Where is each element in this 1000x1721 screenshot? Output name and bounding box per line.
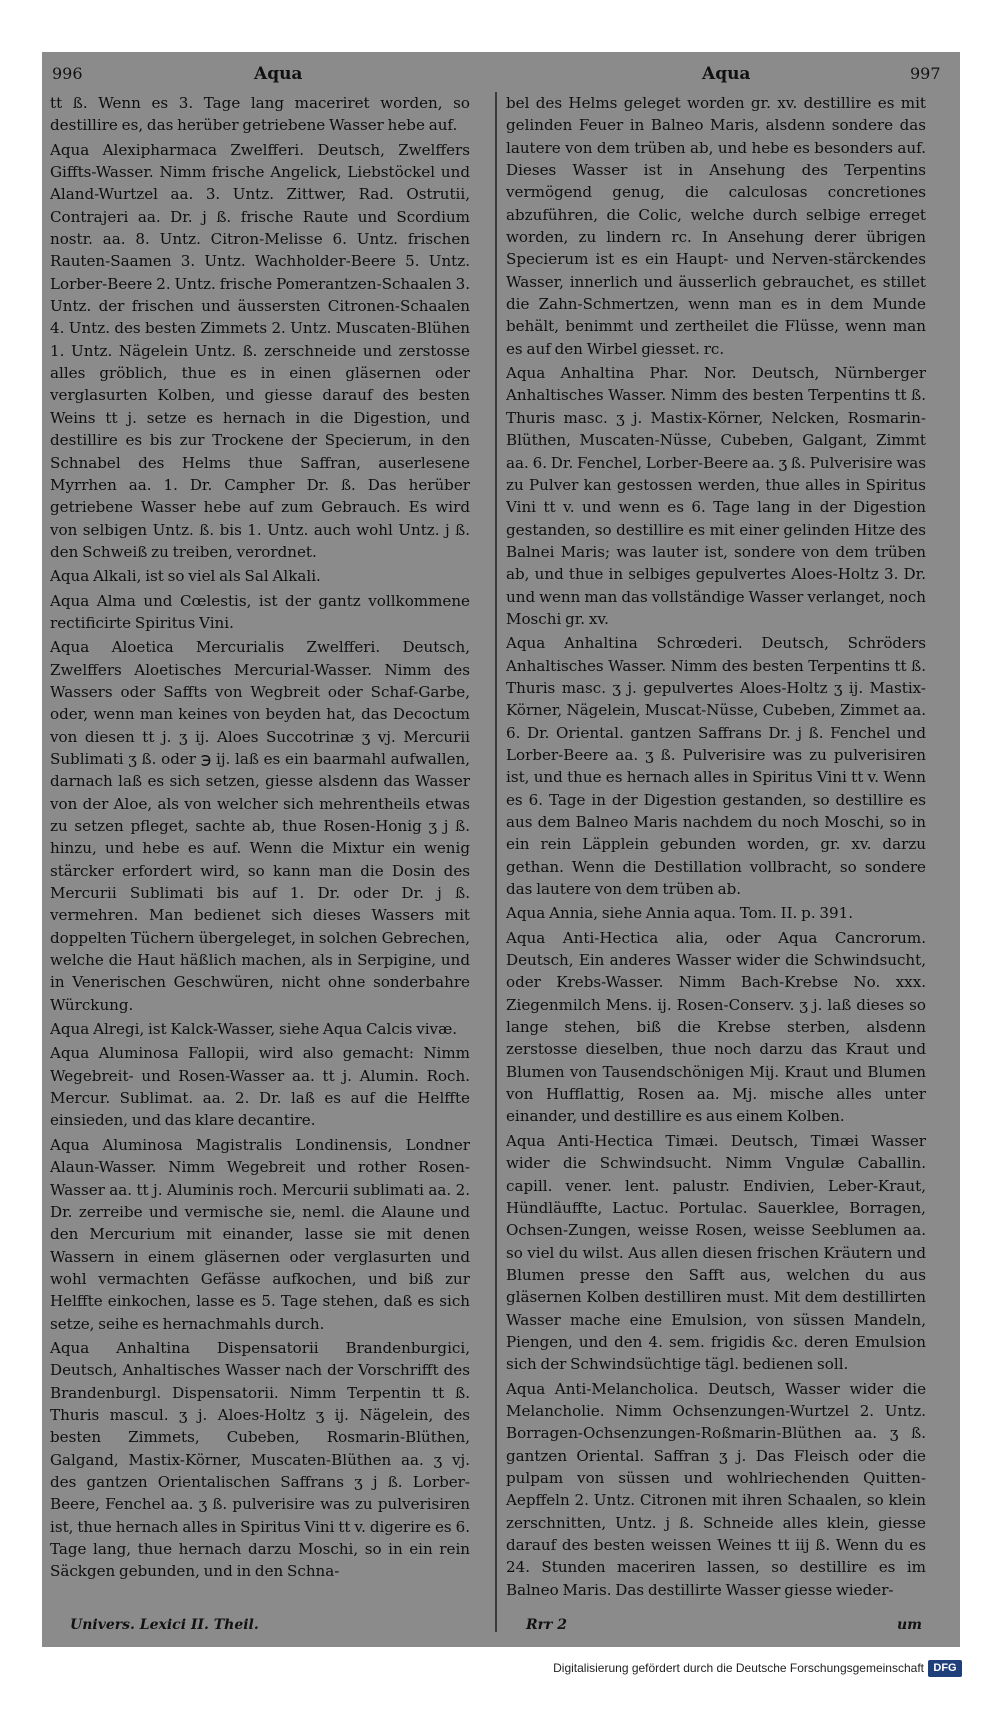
footer [0,1655,1000,1685]
right-running-head: Aqua [702,64,751,84]
volume-signature: Univers. Lexici II. Theil. [70,1617,259,1633]
right-column [506,92,926,1637]
paragraph: Aqua Anhaltina Schrœderi. Deutsch, Schröders Anhaltisches Wasser. Nimm des besten Terpentins tt ß. Thuris masc. ʒ j. gepulvertes Aloes-Holtz ʒ ij. Mastix-Körner, Nägelein, Muscat-Nüsse, Cubeben, Zimmet aa. 6. Dr. Oriental. gantzen Saffrans Dr. j ß. Fenchel und Lorber-Beere aa. ʒ ß. Pulverisire was zu pulverisiren ist, und thue es hernach alles in Spiritus Vini tt v. Wenn es 6. Tage in der Digestion gestanden, so destillire es aus dem Balneo Maris nachdem du noch Moschi, so in ein rein Läpplein gebunden worden, gr. xv. darzu gethan. Wenn die Destillation vollbracht, so sondere das lautere von dem trüben ab. [506,634,926,899]
left-running-head: Aqua [254,64,303,84]
paragraph: Aqua Anhaltina Dispensatorii Brandenburgici, Deutsch, Anhaltisches Wasser nach der Vorschrifft des Brandenburgl. Dispensatorii. Nimm Terpentin tt ß. Thuris mascul. ʒ j. Aloes-Holtz ʒ ij. Nägelein, des besten Zimmets, Cubeben, Rosmarin-Blüthen, Galgand, Mastix-Körner, Muscaten-Blüthen aa. ʒ vj. des gantzen Orientalischen Saffrans ʒ j ß. Lorber-Beere, Fenchel aa. ʒ ß. pulverisire was zu pulverisiren ist, thue hernach alles in Spiritus Vini tt v. digerire es 6. Tage lang, thue hernach darzu Moschi, so in ein rein Säckgen gebunden, und in den Schna- [50,1338,470,1581]
paragraph: Aqua Aluminosa Magistralis Londinensis, Londner Alaun-Wasser. Nimm Wegebreit und rother Rosen-Wasser aa. tt j. Aluminis roch. Mercurii sublimati aa. 2. Dr. zerreibe und vermische sie, neml. die Alaune und den Mercurium mit einander, lasse sie mit denen Wassern in einem gläsernen oder verglasurten und wohl vermachten Gefässe aufkochen, und biß zur Helffte einkochen, lasse es 5. Tage stehen, daß es sich setze, seihe es hernachmahls durch. [50,1135,470,1333]
column-divider [495,92,497,1632]
funding-credit: Digitalisierung gefördert durch die Deutsche Forschungsgemeinschaft [553,1661,924,1675]
paragraph: Aqua Anti-Hectica alia, oder Aqua Cancrorum. Deutsch, Ein anderes Wasser wider die Schwindsucht, oder Krebs-Wasser. Nimm Bach-Krebse No. xxx. Ziegenmilch Mens. ij. Rosen-Conserv. ʒ j. laß dieses so lange stehen, biß die Krebse sterben, alsdenn zerstosse dieselben, thue noch darzu das Kraut und Blumen von Tausendschönigen Mij. Kraut und Blumen von Hufflattig, Rosen aa. Mj. mische alles unter einander, und destillire es aus einem Kolben. [506,928,926,1126]
left-column [50,92,470,1637]
signature-mark: Rrr 2 [526,1617,568,1633]
paragraph: Aqua Aluminosa Fallopii, wird also gemacht: Nimm Wegebreit- und Rosen-Wasser aa. tt j. Alumin. Roch. Mercur. Sublimat. aa. 2. Dr. laß es auf die Helffte einsieden, und das klare decantire. [50,1044,470,1130]
paragraph: Aqua Alexipharmaca Zwelfferi. Deutsch, Zwelffers Giffts-Wasser. Nimm frische Angelick, Liebstöckel und Aland-Wurtzel aa. 3. Untz. Zittwer, Rad. Ostrutii, Contrajeri aa. Dr. j ß. frische Raute und Scordium nostr. aa. 8. Untz. Citron-Melisse 6. Untz. frischen Rauten-Saamen 3. Untz. Wachholder-Beere 5. Untz. Lorber-Beere 2. Untz. frische Pomerantzen-Schaalen 3. Untz. der frischen und äussersten Citronen-Schaalen 4. Untz. des besten Zimmets 2. Untz. Muscaten-Blühen 1. Untz. Nägelein Untz. ß. zerschneide und zerstosse alles gröblich, thue es in einen gläsernen oder verglasurten Kolben, und giesse darauf des besten Weins tt j. setze es hernach in die Digestion, und destillire es bis zur Trockene der Specierum, in den Schnabel des Helms thue Saffran, auserlesene Myrrhen aa. 1. Dr. Campher Dr. ß. Das herüber getriebene Wasser hebe auf zum Gebrauch. Es wird von selbigen Untz. ß. bis 1. Untz. auch wohl Untz. j ß. den Schweiß zu treiben, verordnet. [50,140,470,561]
paragraph: bel des Helms geleget worden gr. xv. destillire es mit gelinden Feuer in Balneo Maris, alsdenn sondere das lautere von dem trüben ab, und hebe es besonders auf. Dieses Wasser ist in Ansehung des Terpentins vermögend genug, die calculosas concretiones abzuführen, die Colic, welche durch selbige erreget worden, zu lindern rc. In Ansehung derer übrigen Specierum ist es ein Haupt- und Nerven-stärckendes Wasser, innerlich und äusserlich gebrauchet, es stillet die Zahn-Schmertzen, wenn man es in dem Munde behält, benimmt und zertheilet die Flüsse, wenn man es auf den Wirbel giesset. rc. [506,94,926,358]
paragraph: Aqua Alkali, ist so viel als Sal Alkali. [50,567,321,586]
scanned-page [42,52,960,1647]
paragraph: Aqua Aloetica Mercurialis Zwelfferi. Deutsch, Zwelffers Aloetisches Mercurial-Wasser. Nimm des Wassers oder Saffts von Wegbreit oder Schaf-Garbe, oder, wenn man keines von beyden hat, das Decoctum von diesen tt j. ʒ ij. Aloes Succotrinæ ʒ vj. Mercurii Sublimati ʒ ß. oder ℈ ij. laß es ein baarmahl aufwallen, darnach laß es sich setzen, giesse alsdenn das Wasser von der Aloe, als von welcher sich mehrentheils etwas zu setzen pfleget, sachte ab, thue Rosen-Honig ʒ j ß. hinzu, und hebe es auf. Wenn die Mixtur ein wenig stärcker erfordert wird, so kann man die Dosin des Mercurii Sublimati bis auf 1. Dr. oder Dr. j ß. vermehren. Man bedienet sich dieses Wassers mit doppelten Tüchern übergeleget, in solchen Gebrechen, welche die Haut häßlich machen, als in Serpigine, und in Venerischen Geschwüren, nicht ohne sonderbahre Würckung. [50,638,470,1014]
paragraph: Aqua Annia, siehe Annia aqua. Tom. II. p. 391. [506,904,854,923]
paragraph: Aqua Anhaltina Phar. Nor. Deutsch, Nürnberger Anhaltisches Wasser. Nimm des besten Terpentins tt ß. Thuris masc. ʒ j. Mastix-Körner, Nelcken, Rosmarin-Blüthen, Muscaten-Nüsse, Cubeben, Galgant, Zimmt aa. 6. Dr. Fenchel, Lorber-Beere aa. ʒ ß. Pulverisire was zu Pulver kan gestossen werden, thue alles in Spiritus Vini tt v. und wenn es 6. Tage lang in der Digestion gestanden, so destillire es mit einer gelinden Hitze des Balnei Maris; was lauter ist, sondere von dem trüben ab, und thue in selbiges gepulvertes Aloes-Holtz 3. Dr. und wenn man das vollständige Wasser verlanget, noch Moschi gr. xv. [506,364,926,628]
paragraph: Aqua Anti-Melancholica. Deutsch, Wasser wider die Melancholie. Nimm Ochsenzungen-Wurtzel 2. Untz. Borragen-Ochsenzungen-Roßmarin-Blüthen aa. ʒ ß. gantzen Oriental. Saffran ʒ j. Das Fleisch oder die pulpam von süssen und wohlriechenden Quitten-Aepffeln 2. Untz. Citronen mit ihren Schaalen, so klein zerschnitten, Untz. j ß. Schneide alles klein, giesse darauf des besten weissen Weines tt iij ß. Wenn du es 24. Stunden maceriren lassen, so destillire es im Balneo Maris. Das destillirte Wasser giesse wieder- [506,1379,926,1599]
right-page-number: 997 [910,64,941,83]
dfg-logo-badge: DFG [928,1660,962,1677]
catchword: um [897,1617,922,1633]
paragraph: tt ß. Wenn es 3. Tage lang maceriret worden, so destillire es, das herüber getriebene Wasser hebe auf. [50,94,470,135]
paragraph: Aqua Alregi, ist Kalck-Wasser, siehe Aqua Calcis vivæ. [50,1020,458,1039]
left-page-number: 996 [52,64,83,83]
paragraph: Aqua Anti-Hectica Timæi. Deutsch, Timæi Wasser wider die Schwindsucht. Nimm Vngulæ Caballin. capill. vener. lent. palustr. Endivien, Leber-Kraut, Hündläuffte, Lactuc. Portulac. Sauerklee, Borragen, Ochsen-Zungen, weisse Rosen, weisse Seeblumen aa. so viel du wilst. Aus allen diesen frischen Kräutern und Blumen presse den Safft aus, welchen du aus gläsernen Kolben destilliren must. Mit dem destillirten Wasser mache eine Emulsion, von süssen Mandeln, Piengen, und den 4. sem. frigidis &c. deren Emulsion sich der Schwindsüchtige tägl. bedienen soll. [506,1131,926,1374]
paragraph: Aqua Alma und Cœlestis, ist der gantz vollkommene rectificirte Spiritus Vini. [50,591,470,632]
